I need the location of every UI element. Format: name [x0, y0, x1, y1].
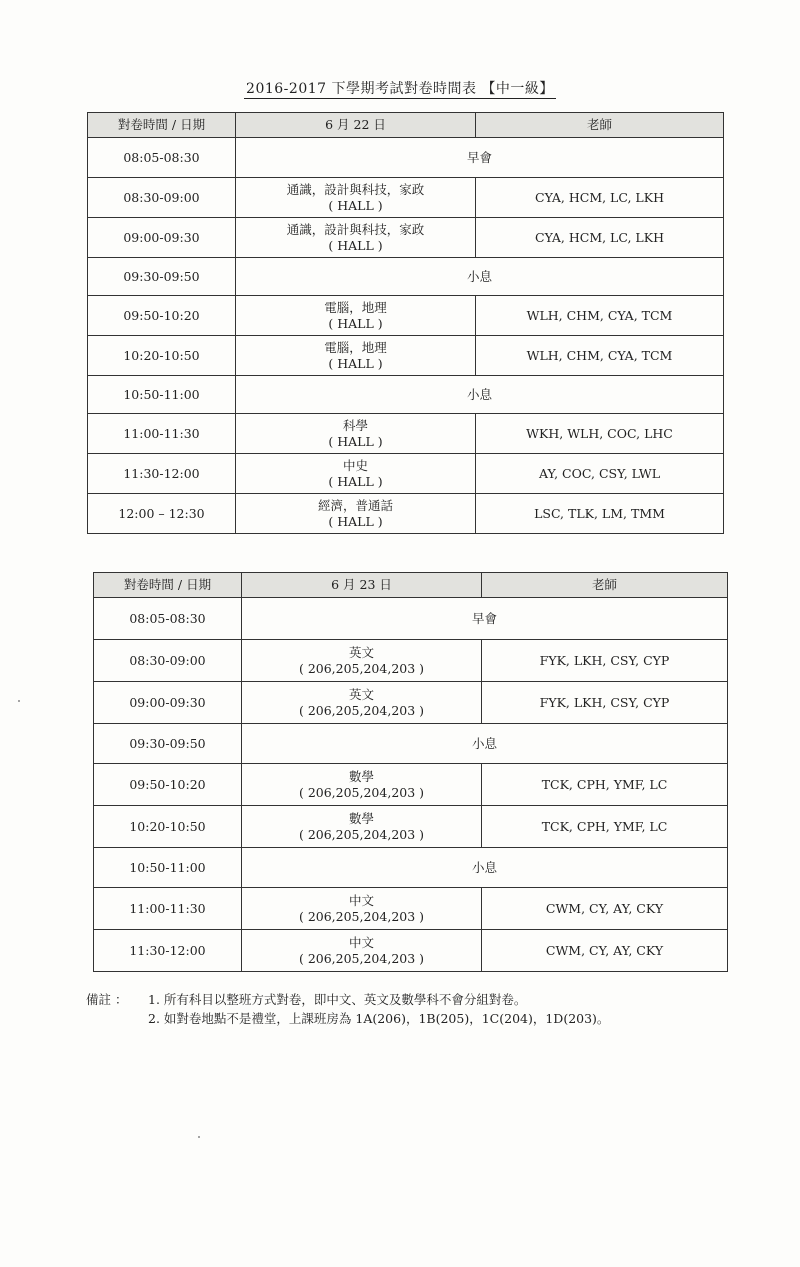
- subject-cell: [236, 218, 476, 258]
- table-row: [88, 178, 724, 218]
- subject-name: 英文: [348, 686, 374, 702]
- teachers-cell: FYK, LKH, CSY, CYP: [482, 640, 728, 682]
- subject-cell: [242, 682, 482, 724]
- subject-cell: [242, 640, 482, 682]
- scan-speck: [198, 1136, 200, 1138]
- page-title: [0, 78, 800, 98]
- table-header-row: [88, 113, 724, 138]
- subject-cell: [236, 454, 476, 494]
- subject-cell: [236, 296, 476, 336]
- event-cell: 小息: [242, 848, 728, 888]
- header-teachers: 老師: [476, 113, 724, 138]
- teachers-cell: CYA, HCM, LC, LKH: [476, 178, 724, 218]
- venue-name: ( 206,205,204,203 ): [298, 660, 425, 676]
- event-cell: 早會: [242, 598, 728, 640]
- subject-name: 數學: [348, 810, 374, 826]
- event-cell: 早會: [236, 138, 724, 178]
- subject-cell: [236, 414, 476, 454]
- subject-cell: [242, 930, 482, 972]
- venue-name: ( HALL ): [328, 433, 383, 449]
- teachers-cell: CWM, CY, AY, CKY: [482, 888, 728, 930]
- time-cell: 08:05-08:30: [94, 598, 242, 640]
- note-item: 1. 所有科目以整班方式對卷，即中文、英文及數學科不會分組對卷。: [148, 992, 527, 1007]
- subject-name: 中史: [342, 457, 368, 473]
- subject-name: 電腦，地理: [324, 299, 387, 315]
- header-date: 6 月 23 日: [242, 573, 482, 598]
- venue-name: ( 206,205,204,203 ): [298, 908, 425, 924]
- venue-name: ( HALL ): [328, 473, 383, 489]
- venue-name: ( HALL ): [328, 315, 383, 331]
- subject-name: 中文: [348, 934, 374, 950]
- venue-name: ( 206,205,204,203 ): [298, 702, 425, 718]
- scan-speck: [18, 700, 20, 702]
- time-cell: 10:50-11:00: [94, 848, 242, 888]
- time-cell: 10:50-11:00: [88, 376, 236, 414]
- subject-cell: [236, 178, 476, 218]
- venue-name: ( HALL ): [328, 237, 383, 253]
- table-row: [88, 296, 724, 336]
- break-row: [94, 724, 728, 764]
- teachers-cell: FYK, LKH, CSY, CYP: [482, 682, 728, 724]
- table-row: [88, 414, 724, 454]
- time-cell: 08:30-09:00: [94, 640, 242, 682]
- time-cell: 08:05-08:30: [88, 138, 236, 178]
- subject-name: 經濟，普通話: [317, 497, 393, 513]
- time-cell: 10:20-10:50: [88, 336, 236, 376]
- table-row: [94, 682, 728, 724]
- table-row: [88, 454, 724, 494]
- time-cell: 09:50-10:20: [88, 296, 236, 336]
- time-cell: 11:00-11:30: [88, 414, 236, 454]
- table-body: [94, 598, 728, 972]
- note-item: 2. 如對卷地點不是禮堂，上課班房為 1A(206)，1B(205)，1C(204)，1D(203)。: [148, 1011, 610, 1026]
- subject-name: 科學: [342, 417, 368, 433]
- subject-name: 通識，設計與科技，家政: [286, 181, 425, 197]
- time-cell: 09:00-09:30: [94, 682, 242, 724]
- teachers-cell: AY, COC, CSY, LWL: [476, 454, 724, 494]
- subject-cell: [236, 336, 476, 376]
- subject-name: 電腦，地理: [324, 339, 387, 355]
- teachers-cell: WLH, CHM, CYA, TCM: [476, 296, 724, 336]
- time-cell: 09:30-09:50: [94, 724, 242, 764]
- venue-name: ( 206,205,204,203 ): [298, 950, 425, 966]
- subject-cell: [242, 806, 482, 848]
- teachers-cell: TCK, CPH, YMF, LC: [482, 764, 728, 806]
- table-row: [94, 888, 728, 930]
- event-cell: 小息: [236, 258, 724, 296]
- teachers-cell: TCK, CPH, YMF, LC: [482, 806, 728, 848]
- subject-name: 英文: [348, 644, 374, 660]
- table-row: [88, 336, 724, 376]
- teachers-cell: WKH, WLH, COC, LHC: [476, 414, 724, 454]
- teachers-cell: LSC, TLK, LM, TMM: [476, 494, 724, 534]
- subject-name: 數學: [348, 768, 374, 784]
- break-row: [94, 848, 728, 888]
- time-cell: 09:50-10:20: [94, 764, 242, 806]
- time-cell: 08:30-09:00: [88, 178, 236, 218]
- teachers-cell: CYA, HCM, LC, LKH: [476, 218, 724, 258]
- teachers-cell: WLH, CHM, CYA, TCM: [476, 336, 724, 376]
- subject-name: 通識，設計與科技，家政: [286, 221, 425, 237]
- break-row: [94, 598, 728, 640]
- header-time-date: 對卷時間 / 日期: [88, 113, 236, 138]
- break-row: [88, 138, 724, 178]
- header-teachers: 老師: [482, 573, 728, 598]
- time-cell: 11:30-12:00: [88, 454, 236, 494]
- break-row: [88, 258, 724, 296]
- venue-name: ( HALL ): [328, 513, 383, 529]
- break-row: [88, 376, 724, 414]
- schedule-table-june-23: [93, 572, 728, 972]
- table-row: [88, 218, 724, 258]
- subject-cell: [236, 494, 476, 534]
- event-cell: 小息: [242, 724, 728, 764]
- page-title-text: 2016-2017 下學期考試對卷時間表 【中一級】: [246, 81, 554, 97]
- schedule-table-june-22: [87, 112, 724, 534]
- table-row: [88, 494, 724, 534]
- time-cell: 09:00-09:30: [88, 218, 236, 258]
- time-cell: 11:00-11:30: [94, 888, 242, 930]
- table-header-row: [94, 573, 728, 598]
- table-row: [94, 806, 728, 848]
- event-cell: 小息: [236, 376, 724, 414]
- time-cell: 09:30-09:50: [88, 258, 236, 296]
- time-cell: 11:30-12:00: [94, 930, 242, 972]
- table-row: [94, 930, 728, 972]
- header-date: 6 月 22 日: [236, 113, 476, 138]
- time-cell: 10:20-10:50: [94, 806, 242, 848]
- table-body: [88, 138, 724, 534]
- notes-label: 備註 ：: [86, 992, 128, 1007]
- venue-name: ( HALL ): [328, 355, 383, 371]
- subject-name: 中文: [348, 892, 374, 908]
- teachers-cell: CWM, CY, AY, CKY: [482, 930, 728, 972]
- venue-name: ( HALL ): [328, 197, 383, 213]
- subject-cell: [242, 764, 482, 806]
- table-row: [94, 640, 728, 682]
- header-time-date: 對卷時間 / 日期: [94, 573, 242, 598]
- time-cell: 12:00 – 12:30: [88, 494, 236, 534]
- table-row: [94, 764, 728, 806]
- venue-name: ( 206,205,204,203 ): [298, 826, 425, 842]
- subject-cell: [242, 888, 482, 930]
- venue-name: ( 206,205,204,203 ): [298, 784, 425, 800]
